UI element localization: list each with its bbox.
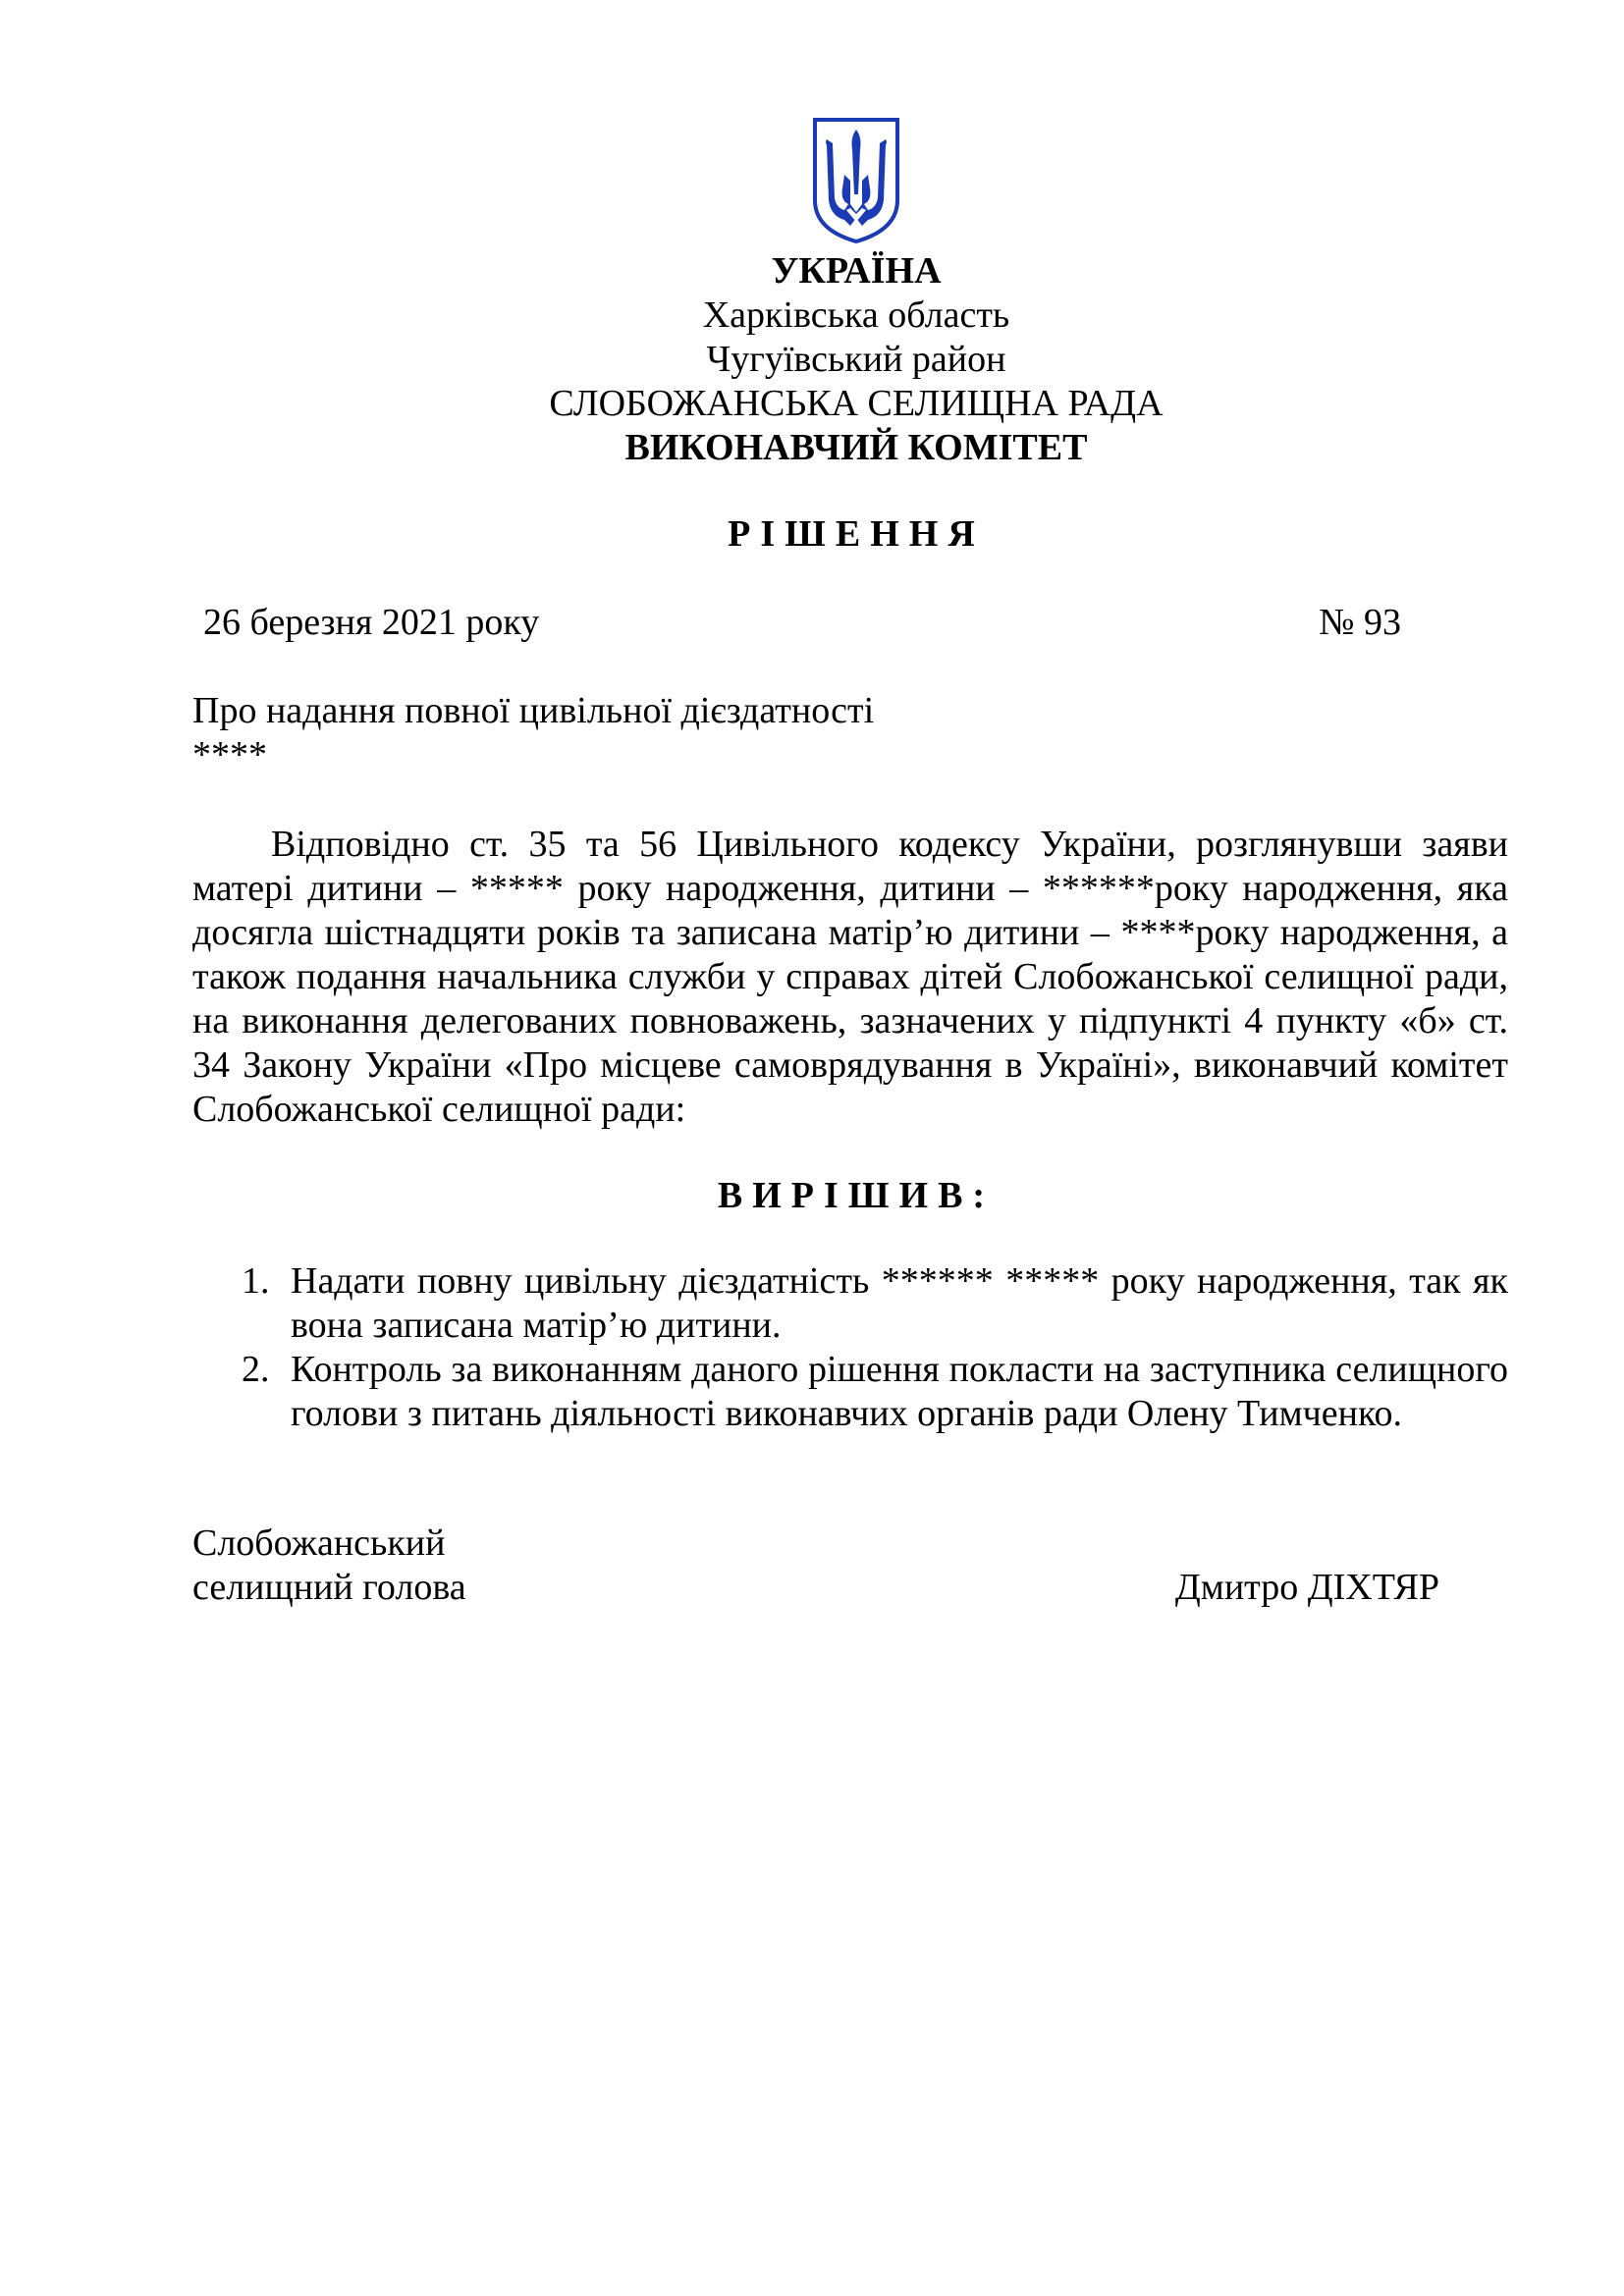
preamble-paragraph: Відповідно ст. 35 та 56 Цивільного кодексу України, розглянувши заяви матері дитини – ***** року народження, дитини – ******року народження, яка досягла шістнадцяти років та записана матір’ю дитини – ****року народження, а також подання начальника служби у справах дітей Слобожанської селищної ради, на виконання делегованих повноважень, зазначених у підпункті 4 пункту «б» ст. 34 Закону України «Про місцеве самоврядування в Україні», виконавчий комітет Слобожанської селищної ради: <box>192 824 1508 1130</box>
item-text: Надати повну цивільну дієздатність ****** ***** року народження, так як вона записана матір’ю дитини. <box>291 1260 1508 1346</box>
document-date: 26 березня 2021 року <box>203 602 540 643</box>
tryzub-coat-of-arms-icon <box>811 116 901 245</box>
document-number: № 93 <box>1319 602 1401 643</box>
region-line: Харківська область <box>702 294 1010 336</box>
list-item <box>242 1259 1508 1348</box>
subject-line-1: Про надання повної цивільної дієздатності <box>192 690 875 731</box>
signature-block <box>192 1522 1439 1610</box>
list-item <box>242 1348 1508 1436</box>
item-text: Контроль за виконанням даного рішення покласти на заступника селищного голови з питань діяльності виконавчих органів ради Олену Тимченко. <box>291 1349 1508 1434</box>
document-type-heading: РІШЕННЯ <box>728 513 985 555</box>
council-line: СЛОБОЖАНСЬКА СЕЛИЩНА РАДА <box>549 383 1164 424</box>
country-heading: УКРАЇНА <box>771 250 942 292</box>
item-number: 2. <box>242 1349 270 1390</box>
item-number: 1. <box>242 1260 270 1302</box>
signatory-position-line-1: Слобожанський <box>192 1522 446 1564</box>
district-line: Чугуївський район <box>706 339 1006 380</box>
subject-line-2: **** <box>192 734 267 775</box>
document-subject <box>192 689 874 777</box>
decision-items-list <box>242 1259 1508 1436</box>
letterhead <box>0 249 1624 470</box>
decision-heading: ВИРІШИВ: <box>717 1175 996 1216</box>
signatory-position-line-2: селищний голова <box>192 1567 466 1608</box>
committee-line: ВИКОНАВЧИЙ КОМІТЕТ <box>624 427 1088 468</box>
signatory-name: Дмитро ДІХТЯР <box>1174 1567 1439 1608</box>
